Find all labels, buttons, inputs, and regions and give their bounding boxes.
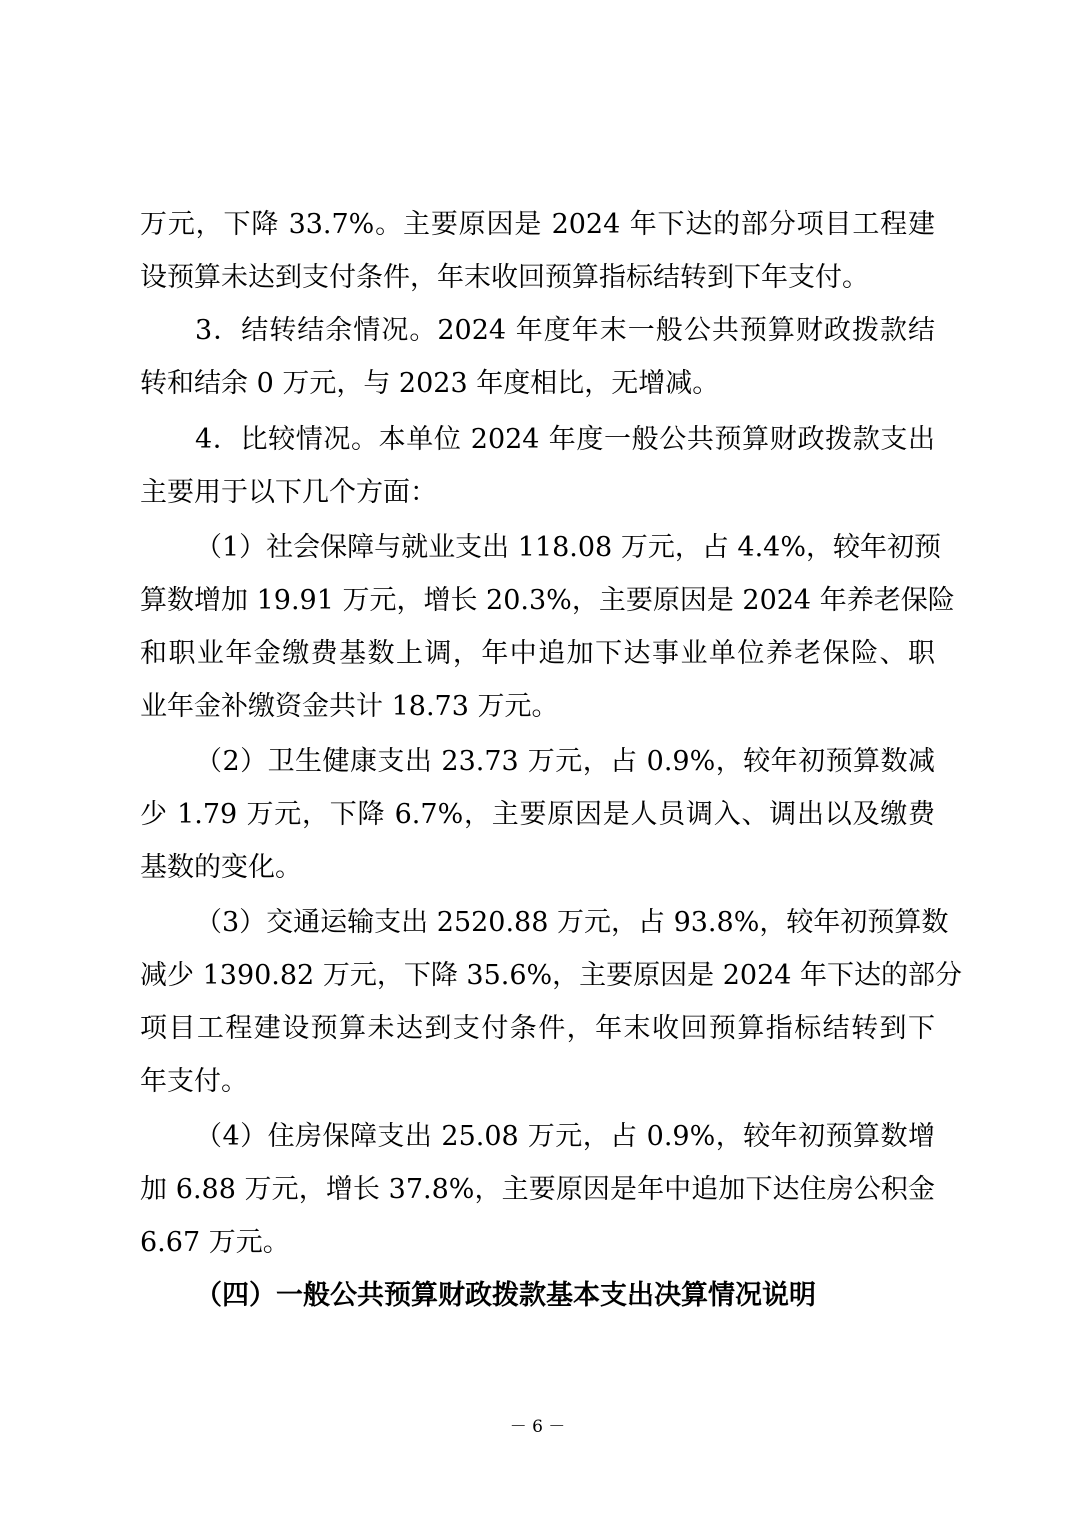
text-line: 少 1.79 万元，下降 6.7%，主要原因是人员调入、调出以及缴费 bbox=[140, 799, 935, 830]
text-line: 万元，下降 33.7%。主要原因是 2024 年下达的部分项目工程建 bbox=[140, 209, 935, 240]
text-line: 转和结余 0 万元，与 2023 年度相比，无增减。 bbox=[140, 368, 720, 399]
text-line: 和职业年金缴费基数上调，年中追加下达事业单位养老保险、职 bbox=[140, 638, 935, 669]
page-number: － 6 － bbox=[509, 1417, 566, 1437]
text-line: 3．结转结余情况。2024 年度年末一般公共预算财政拨款结 bbox=[195, 315, 935, 346]
text-line: 基数的变化。 bbox=[140, 852, 302, 883]
text-line: 主要用于以下几个方面： bbox=[140, 477, 437, 508]
text-line: 项目工程建设预算未达到支付条件，年末收回预算指标结转到下 bbox=[140, 1013, 935, 1044]
text-line: 6.67 万元。 bbox=[140, 1227, 290, 1258]
text-line: 算数增加 19.91 万元，增长 20.3%，主要原因是 2024 年养老保险 bbox=[140, 585, 955, 616]
text-line: 业年金补缴资金共计 18.73 万元。 bbox=[140, 691, 559, 722]
text-line: 年支付。 bbox=[140, 1066, 248, 1097]
text-line: （1）社会保障与就业支出 118.08 万元，占 4.4%，较年初预 bbox=[195, 532, 941, 563]
section-heading: （四）一般公共预算财政拨款基本支出决算情况说明 bbox=[195, 1280, 816, 1311]
text-line: 减少 1390.82 万元，下降 35.6%，主要原因是 2024 年下达的部分 bbox=[140, 960, 963, 991]
text-line: （2）卫生健康支出 23.73 万元，占 0.9%，较年初预算数减 bbox=[195, 746, 935, 777]
text-line: 加 6.88 万元，增长 37.8%，主要原因是年中追加下达住房公积金 bbox=[140, 1174, 935, 1205]
text-line: （3）交通运输支出 2520.88 万元，占 93.8%，较年初预算数 bbox=[195, 907, 949, 938]
text-line: 4．比较情况。本单位 2024 年度一般公共预算财政拨款支出 bbox=[195, 424, 935, 455]
text-line: （4）住房保障支出 25.08 万元，占 0.9%，较年初预算数增 bbox=[195, 1121, 935, 1152]
text-line: 设预算未达到支付条件，年末收回预算指标结转到下年支付。 bbox=[140, 262, 869, 293]
